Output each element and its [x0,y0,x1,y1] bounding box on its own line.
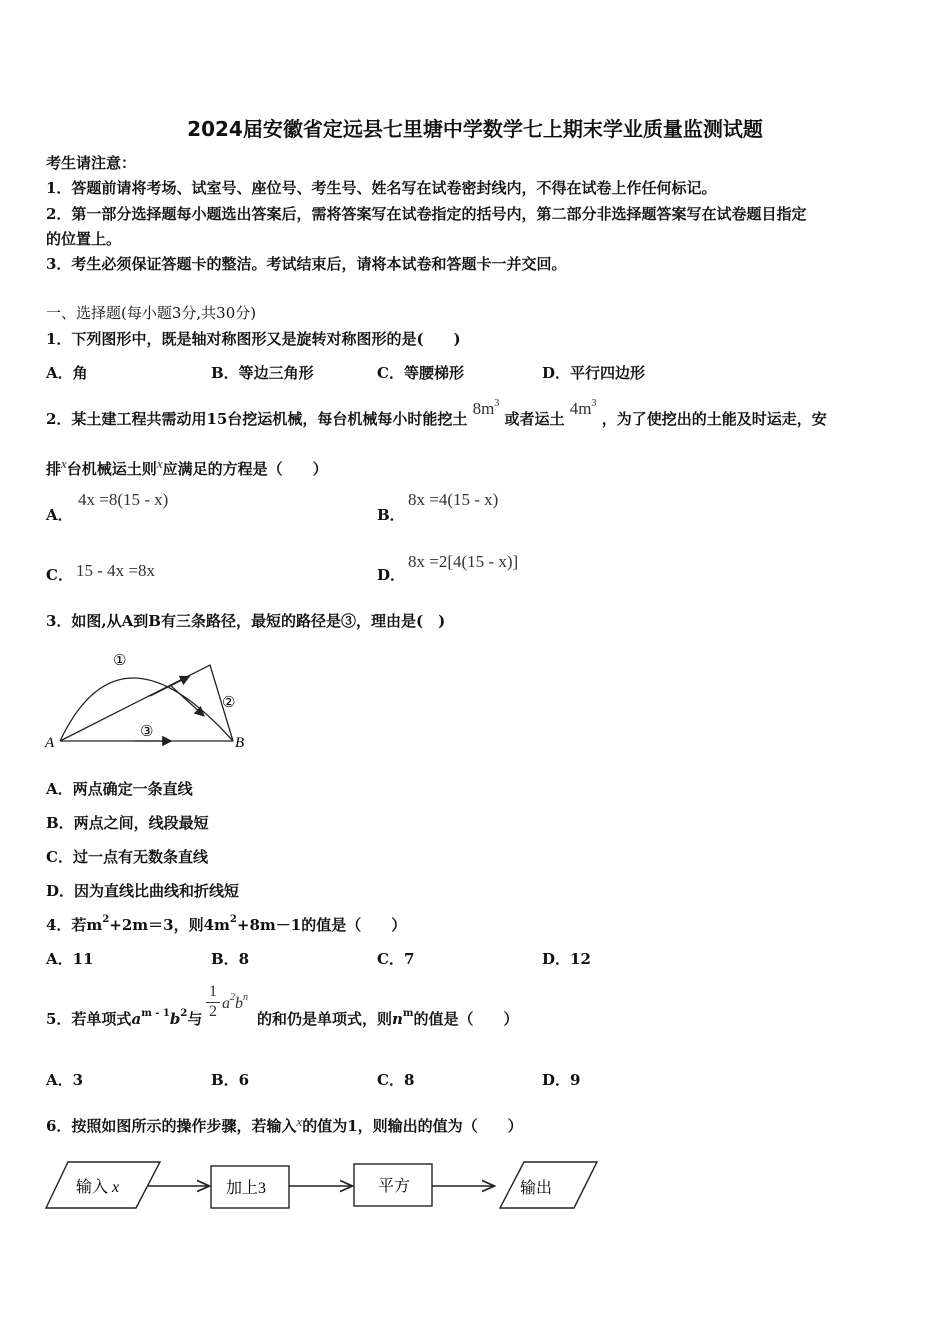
q6-flow-square-label: 平方 [378,1178,411,1195]
q5-option-d: D．9 [542,1071,581,1089]
q4-option-b: B．8 [211,950,250,968]
q3-option-d: D．因为直线比曲线和折线短 [46,882,240,900]
q2-var-x-1: x [61,456,67,471]
notice-item-2: 2．第一部分选择题每小题选出答案后，需将答案写在试卷指定的括号内，第二部分非选择题答案写在试卷题目指定 [46,205,807,223]
q5-monomial-2: $a^2b^n$ [222,992,248,1012]
q5-option-c: C．8 [377,1071,415,1089]
q6-stem: 6．按照如图所示的操作步骤，若输入x的值为1，则输出的值为（ ） [46,1114,523,1135]
q2-option-c-label: C． [46,566,73,584]
q1-option-a: A．角 [46,364,88,382]
q3-point-b: B [235,735,245,751]
q2-option-d-equation: 8x =2[4(15 - x)] [408,552,519,571]
q6-var-x: x [296,1114,303,1129]
q2-stem-a: 2．某土建工程共需动用15台挖运机械，每台机械每小时能挖土 [46,410,468,428]
q5-fraction [206,983,220,1021]
q3-label-path-1: ① [113,653,127,669]
notice-item-3: 3．考生必须保证答题卡的整洁。考试结束后，请将本试卷和答题卡一并交回。 [46,255,567,273]
q5-option-b: B．6 [211,1071,250,1089]
q2-option-a-equation: 4x =8(15 - x) [78,490,169,509]
q5-fraction-denominator: 2 [206,1002,220,1021]
q5-term-b: b [169,1010,181,1028]
q2-var-x-2: x [156,456,163,471]
q3-path-figure [40,645,260,755]
q5-stem-b: 的和仍是单项式，则$n^m$的值是（ ） [257,1008,519,1028]
q6-flow-add-label: 加上3 [226,1180,267,1197]
q3-option-a: A．两点确定一条直线 [46,780,193,798]
q2-stem-c: ，为了使挖出的土能及时运走，安 [601,410,827,428]
section-heading: 一、选择题(每小题3分,共30分) [46,304,257,322]
notice-heading: 考生请注意： [46,154,137,172]
q5-stem-a: 5．若单项式$a^{m - 1}b^2$与 [46,1008,203,1028]
q3-option-c: C．过一点有无数条直线 [46,848,208,866]
q5-fraction-numerator: 1 [209,983,217,1000]
q6-flow-input-label: 输入 x [76,1179,120,1196]
q2-option-b-label: B． [377,506,405,524]
q1-option-c: C．等腰梯形 [377,364,464,382]
q5-option-a: A．3 [46,1071,84,1089]
q3-path-1-arrow [170,685,203,715]
q2-stem-b: 或者运土 [504,410,565,428]
q3-path-2-arrow [150,677,188,696]
q6-flowchart [40,1155,610,1220]
q2-option-a-label: A． [46,506,73,524]
q3-label-path-2: ② [222,695,236,711]
q3-option-b: B．两点之间，线段最短 [46,814,209,832]
q2-stem-line2: 排x台机械运土则x应满足的方程是（ ） [46,456,328,478]
q6-flow-output-label: 输出 [520,1180,553,1197]
q2-option-b-equation: 8x =4(15 - x) [408,490,499,509]
q3-stem: 3．如图,从A到B有三条路径，最短的路径是③，理由是( ) [46,612,446,630]
q3-label-path-3: ③ [140,724,154,740]
page-title: 2024届安徽省定远县七里塘中学数学七上期末学业质量监测试题 [187,117,763,141]
q3-point-a: A [45,735,55,751]
q2-option-c-equation: 15 - 4x =8x [76,561,155,580]
q4-option-a: A．11 [46,950,94,968]
notice-item-2-cont: 的位置上。 [46,230,122,248]
q2-unit-2: $4m^3$ [569,398,597,418]
q1-option-d: D．平行四边形 [542,364,646,382]
q4-option-d: D．12 [542,950,591,968]
notice-item-1: 1．答题前请将考场、试室号、座位号、考生号、姓名写在试卷密封线内，不得在试卷上作任何标记。 [46,179,717,197]
q4-stem: 4．若$m^2+2m=3$，则$4m^2+8m-1$的值是（ ） [46,914,407,934]
q2-stem-line1 [46,398,827,429]
q1-option-b: B．等边三角形 [211,364,314,382]
q5-term-a: a [131,1010,142,1028]
q1-stem: 1．下列图形中，既是轴对称图形又是旋转对称图形的是( ) [46,330,461,348]
q2-unit-1: $8m^3$ [472,398,500,418]
q2-option-d-label: D． [377,566,406,584]
q4-option-c: C．7 [377,950,415,968]
